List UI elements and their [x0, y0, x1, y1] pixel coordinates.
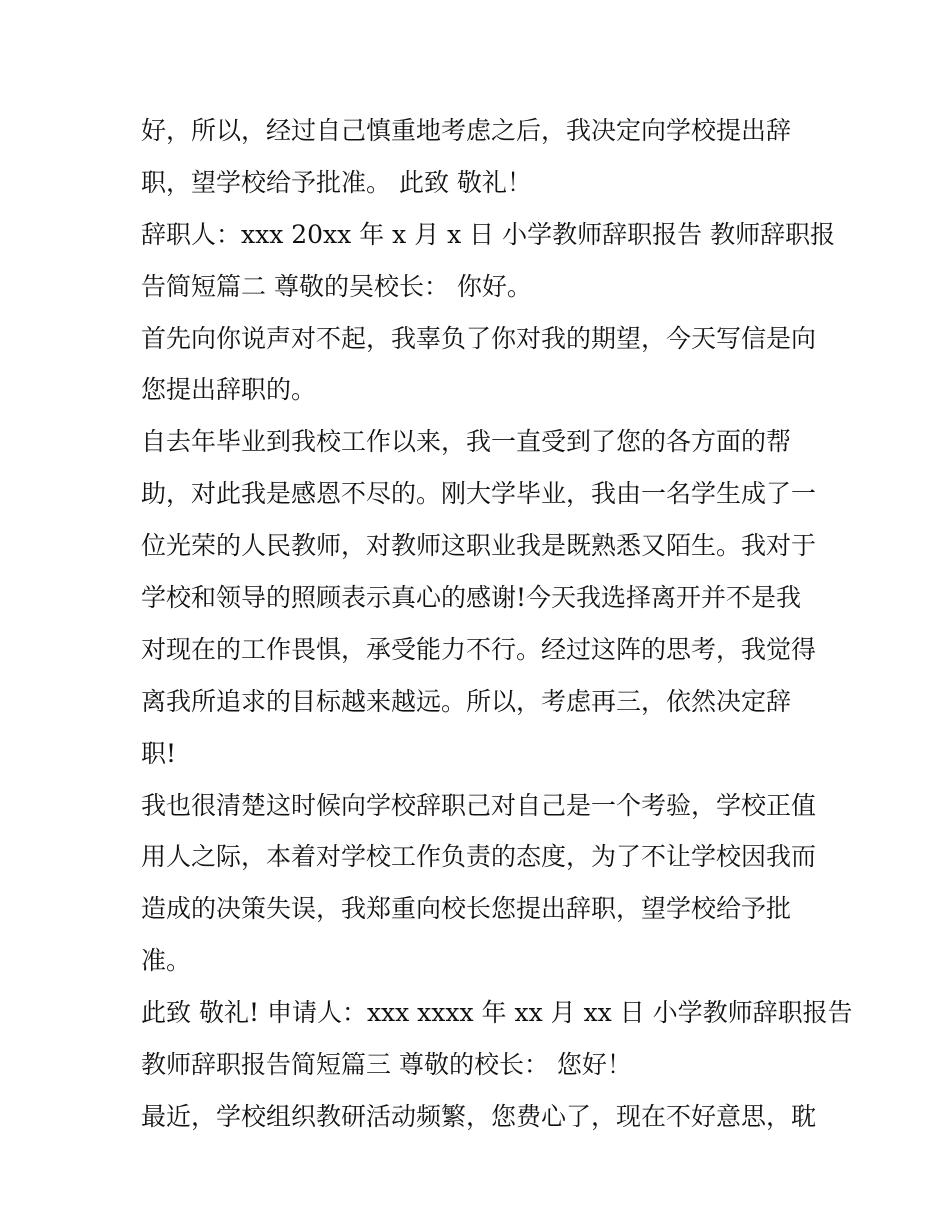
text-line: 对现在的工作畏惧，承受能力不行。经过这阵的思考，我觉得	[141, 634, 817, 664]
text-line: 用人之际，本着对学校工作负责的态度，为了不让学校因我而	[141, 842, 817, 872]
text-line: 首先向你说声对不起，我辜负了你对我的期望，今天写信是向	[141, 323, 817, 353]
document-body	[141, 105, 853, 1143]
text-line: 自去年毕业到我校工作以来，我一直受到了您的各方面的帮	[141, 427, 792, 457]
text-line: 您提出辞职的。	[141, 375, 317, 405]
text-line: 此致 敬礼! 申请人：xxx xxxx 年 xx 月 xx 日 小学教师辞职报告	[141, 998, 853, 1028]
text-line: 辞职人：xxx 20xx 年 x 月 x 日 小学教师辞职报告 教师辞职报	[141, 219, 836, 249]
text-line: 告简短篇二 尊敬的吴校长： 你好。	[141, 271, 532, 301]
text-line: 准。	[141, 946, 192, 976]
text-line: 助，对此我是感恩不尽的。刚大学毕业，我由一名学生成了一	[141, 479, 817, 509]
text-line: 造成的决策失误，我郑重向校长您提出辞职，望学校给予批	[141, 894, 792, 924]
text-line: 位光荣的人民教师，对教师这职业我是既熟悉又陌生。我对于	[141, 531, 817, 561]
text-line: 职，望学校给予批准。 此致 敬礼！	[141, 167, 532, 197]
text-line: 最近，学校组织教研活动频繁，您费心了，现在不好意思，耽	[141, 1101, 817, 1131]
text-line: 离我所追求的目标越来越远。所以，考虑再三，依然决定辞	[141, 686, 792, 716]
text-line: 学校和领导的照顾表示真心的感谢!今天我选择离开并不是我	[141, 583, 802, 613]
text-line: 好，所以，经过自己慎重地考虑之后，我决定向学校提出辞	[141, 116, 792, 145]
text-line: 职!	[141, 738, 177, 768]
text-line: 我也很清楚这时候向学校辞职己对自己是一个考验，学校正值	[141, 790, 817, 820]
text-line: 教师辞职报告简短篇三 尊敬的校长： 您好！	[141, 1050, 632, 1080]
